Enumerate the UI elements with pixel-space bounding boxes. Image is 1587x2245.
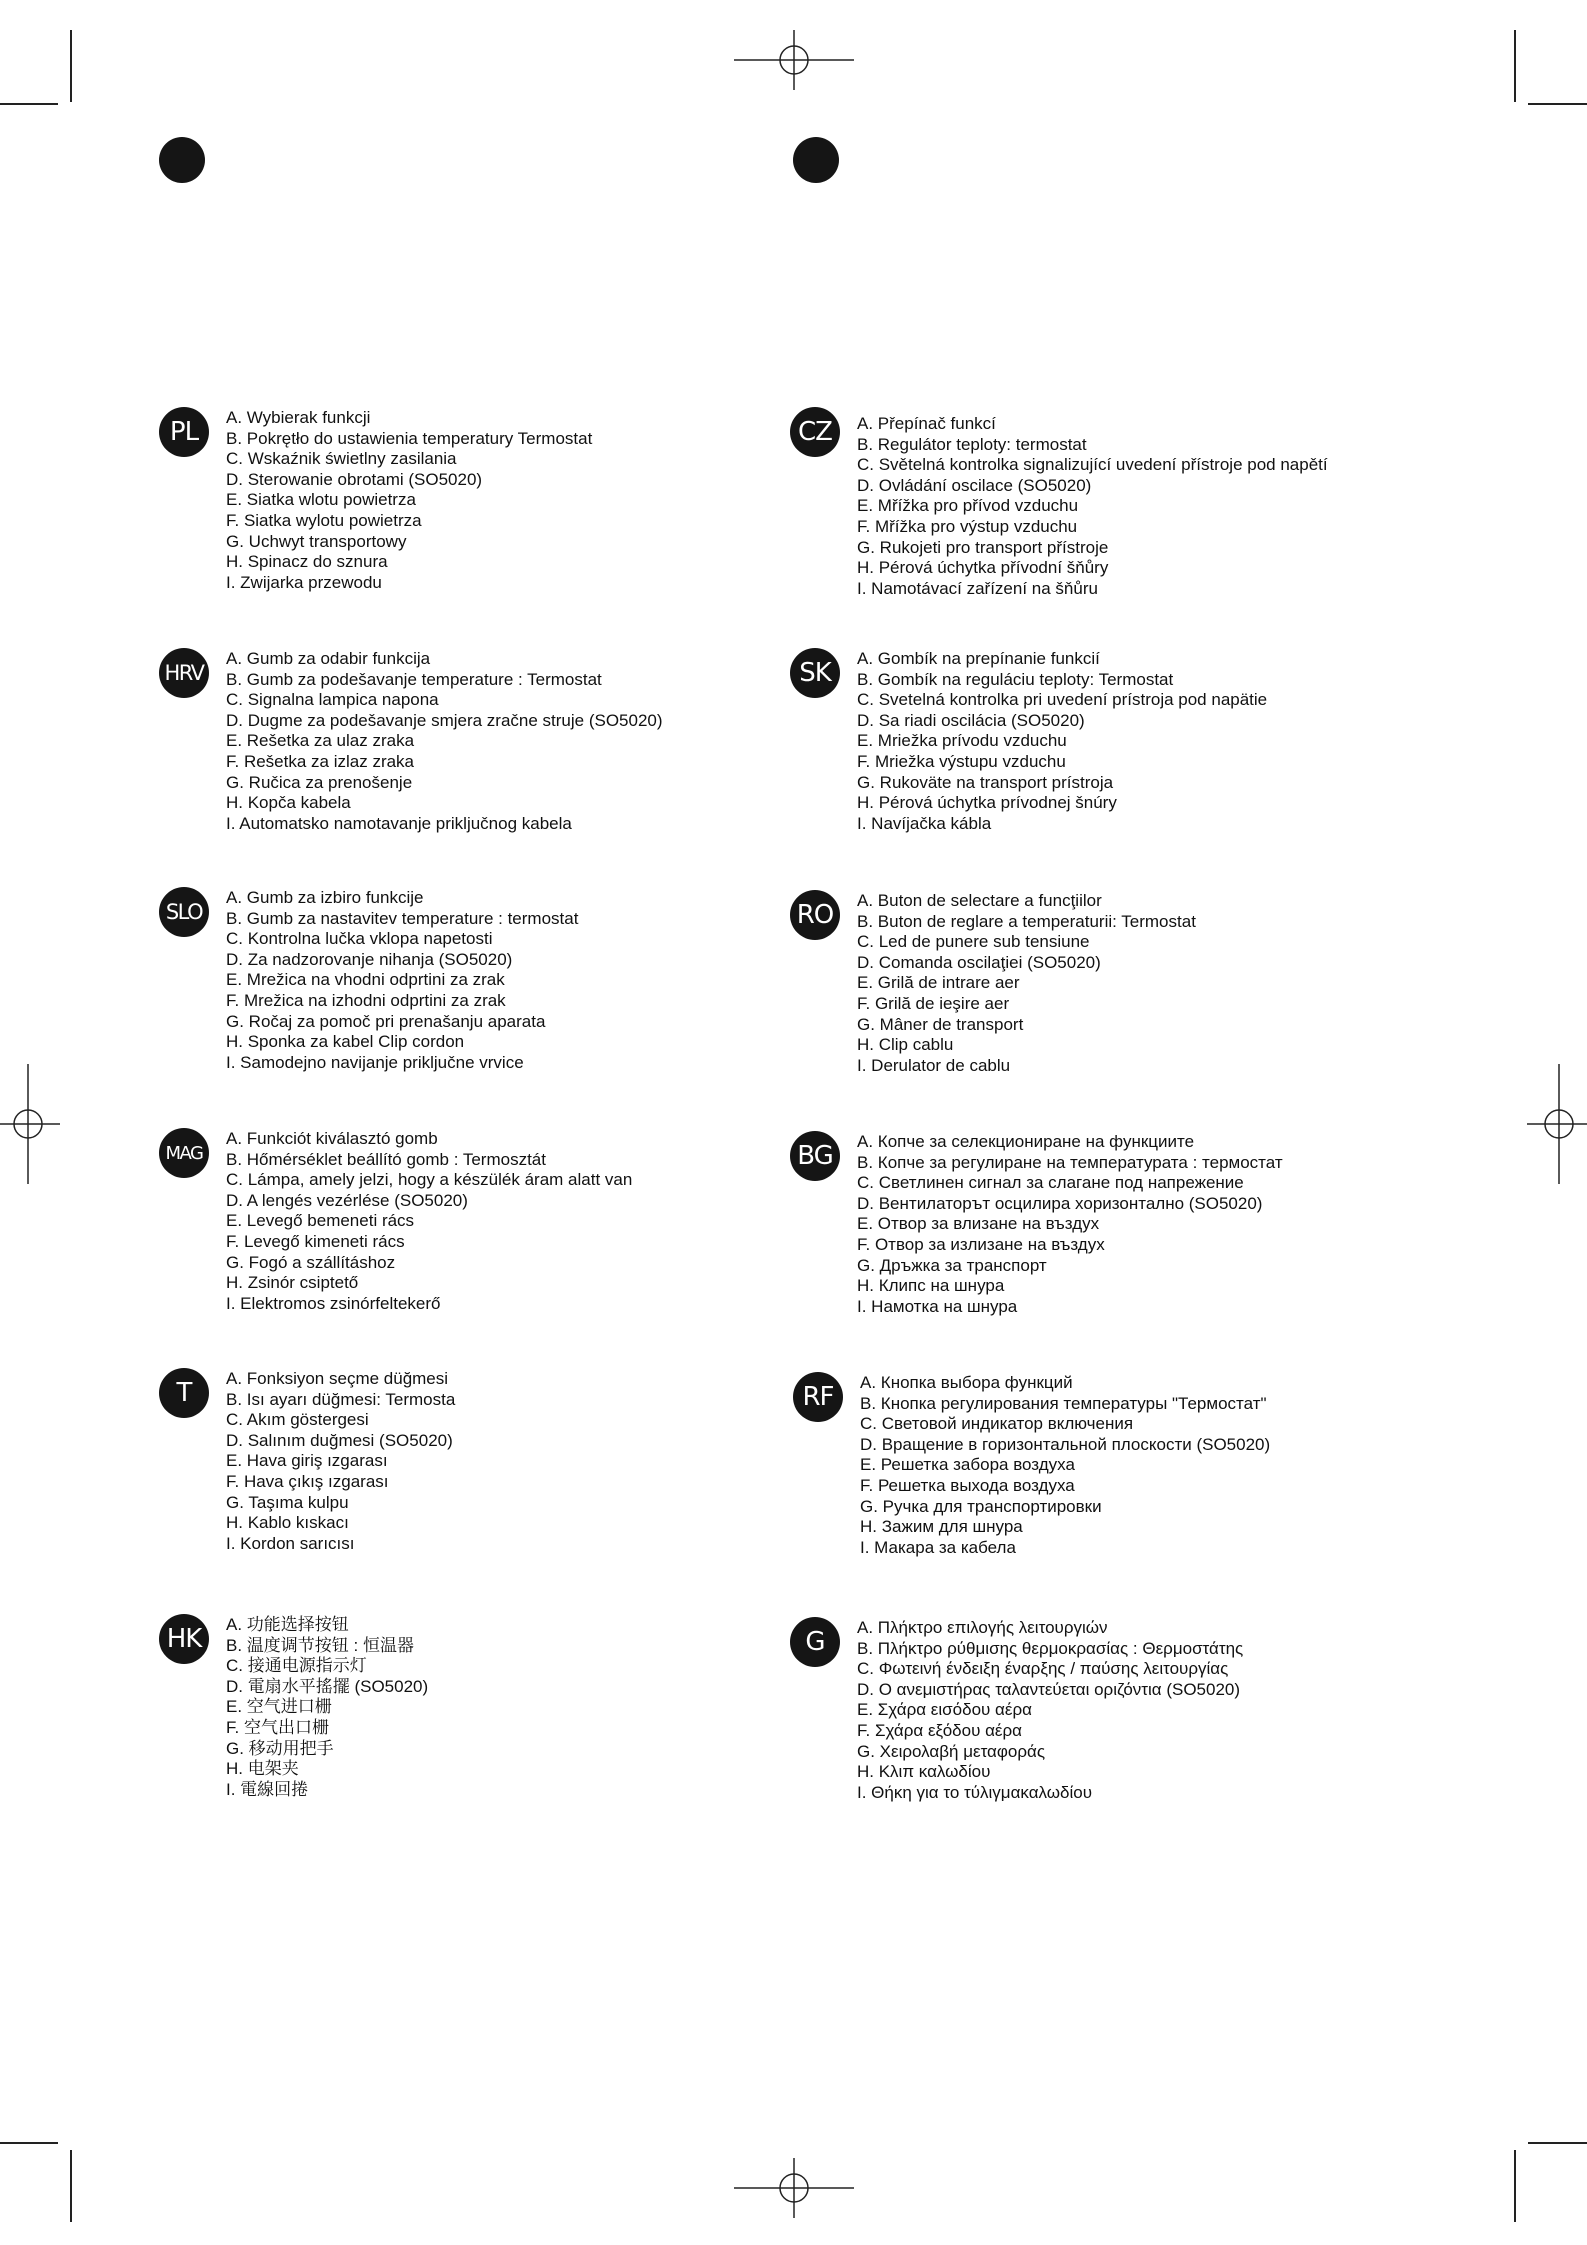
list-item: E. Siatka wlotu powietrza	[226, 490, 416, 510]
list-item: E. 空气进口栅	[226, 1697, 332, 1717]
list-item: I. Макара за кабела	[860, 1537, 1016, 1557]
black-dot-right	[793, 137, 839, 183]
list-item: F. Mriežka výstupu vzduchu	[857, 751, 1066, 771]
parts-list	[226, 1129, 632, 1314]
list-item: I. Kordon sarıcısı	[226, 1533, 355, 1553]
list-item: C. Světelná kontrolka signalizující uvedení přístroje pod napětí	[857, 455, 1328, 475]
list-item: F. 空气出口栅	[226, 1717, 329, 1737]
list-item: F. Отвор за излизане на въздух	[857, 1234, 1105, 1254]
language-badge-hk: HK	[159, 1614, 209, 1664]
list-item: H. Spinacz do sznura	[226, 552, 388, 572]
parts-list	[857, 1618, 1243, 1803]
list-item: I. Samodejno navijanje priključne vrvice	[226, 1052, 524, 1072]
registration-mark-top	[734, 30, 854, 90]
list-item: H. 电架夹	[226, 1759, 299, 1779]
list-item: C. Светлинен сигнал за слагане под напрежение	[857, 1173, 1244, 1193]
list-item: E. Mrežica na vhodni odprtini za zrak	[226, 970, 505, 990]
list-item: F. Mřížka pro výstup vzduchu	[857, 516, 1078, 536]
language-badge-mag: MAG	[159, 1128, 209, 1178]
list-item: C. Wskaźnik świetlny zasilania	[226, 449, 457, 469]
list-item: C. Световой индикатор включения	[860, 1414, 1134, 1434]
list-item: I. Navíjačka kábla	[857, 813, 992, 833]
list-item: B. Копче за регулиране на температурата : термостат	[857, 1152, 1283, 1172]
list-item: D. Comanda oscilaţiei (SO5020)	[857, 952, 1101, 972]
language-badge-ro: RO	[790, 890, 840, 940]
list-item: B. Isı ayarı düğmesi: Termosta	[226, 1389, 456, 1409]
list-item: G. Ручка для транспортировки	[860, 1496, 1102, 1516]
list-item: D. Вращение в горизонтальной плоскости (SO5020)	[860, 1434, 1271, 1454]
list-item: D. Ο ανεμιστήρας ταλαντεύεται οριζόντια (SO5020)	[857, 1679, 1241, 1699]
list-item: A. Копче за селекциониране на функциите	[857, 1132, 1195, 1151]
list-item: G. Дръжка за транспорт	[857, 1255, 1047, 1275]
registration-mark-right	[1527, 1064, 1587, 1184]
list-item: B. Hőmérséklet beállító gomb : Termosztát	[226, 1149, 546, 1169]
list-item: A. Gumb za izbiro funkcije	[226, 888, 424, 907]
list-item: H. Zsinór csiptető	[226, 1273, 359, 1293]
list-item: A. Кнопка выбора функций	[860, 1373, 1073, 1392]
list-item: E. Решетка забора воздуха	[860, 1455, 1075, 1475]
language-badge-cz: CZ	[790, 407, 840, 457]
list-item: H. Clip cablu	[857, 1035, 954, 1055]
list-item: E. Mriežka prívodu vzduchu	[857, 731, 1067, 751]
language-badge-t: T	[159, 1368, 209, 1418]
parts-list	[226, 649, 663, 834]
list-item: G. Uchwyt transportowy	[226, 531, 407, 551]
list-item: A. Buton de selectare a funcţiilor	[857, 891, 1102, 910]
language-badge-rf: RF	[793, 1372, 843, 1422]
list-item: I. Automatsko namotavanje priključnog kabela	[226, 813, 572, 833]
list-item: C. Signalna lampica napona	[226, 690, 439, 710]
list-item: I. Намотка на шнура	[857, 1296, 1018, 1316]
language-badge-hrv: HRV	[159, 648, 209, 698]
language-badge-g: G	[790, 1617, 840, 1667]
parts-list	[857, 414, 1328, 599]
parts-list	[226, 408, 592, 593]
parts-list	[857, 1132, 1283, 1317]
list-item: B. Gumb za nastavitev temperature : termostat	[226, 908, 579, 928]
list-item: H. Kablo kıskacı	[226, 1513, 349, 1533]
language-badge-sk: SK	[790, 648, 840, 698]
list-item: H. Pérová úchytka přívodní šňůry	[857, 558, 1109, 578]
list-item: I. Namotávací zařízení na šňůru	[857, 578, 1098, 598]
list-item: C. Svetelná kontrolka pri uvedení prístroja pod napätie	[857, 690, 1268, 710]
registration-mark-bottom	[734, 2158, 854, 2218]
list-item: D. A lengés vezérlése (SO5020)	[226, 1190, 468, 1210]
list-item: G. Rukoväte na transport prístroja	[857, 772, 1114, 792]
language-badge-slo: SLO	[159, 887, 209, 937]
list-item: A. Gumb za odabir funkcija	[226, 649, 431, 668]
list-item: A. Gombík na prepínanie funkcií	[857, 649, 1100, 668]
list-item: G. 移动用把手	[226, 1738, 334, 1758]
list-item: A. Πλήκτρο επιλογής λειτουργιών	[857, 1618, 1108, 1637]
list-item: I. Derulator de cablu	[857, 1055, 1011, 1075]
list-item: F. Hava çıkış ızgarası	[226, 1471, 389, 1491]
list-item: F. Grilă de ieşire aer	[857, 993, 1010, 1013]
list-item: G. Fogó a szállításhoz	[226, 1252, 396, 1272]
list-item: H. Pérová úchytka prívodnej šnúry	[857, 793, 1117, 813]
list-item: A. 功能选择按钮	[226, 1615, 349, 1634]
list-item: H. Sponka za kabel Clip cordon	[226, 1032, 465, 1052]
list-item: C. 接通电源指示灯	[226, 1656, 367, 1676]
registration-mark-left	[0, 1064, 60, 1184]
list-item: H. Κλιπ καλωδίου	[857, 1762, 991, 1782]
list-item: G. Ručica za prenošenje	[226, 772, 413, 792]
list-item: I. Elektromos zsinórfeltekerő	[226, 1293, 441, 1313]
list-item: F. Σχάρα εξόδου αέρα	[857, 1720, 1023, 1740]
list-item: F. Levegő kimeneti rács	[226, 1231, 405, 1251]
list-item: D. Ovládání oscilace (SO5020)	[857, 475, 1092, 495]
list-item: B. Gumb za podešavanje temperature : Termostat	[226, 669, 602, 689]
list-item: F. Mrežica na izhodni odprtini za zrak	[226, 990, 506, 1010]
list-item: D. 電扇水平搖擺 (SO5020)	[226, 1676, 429, 1696]
list-item: B. Buton de reglare a temperaturii: Termostat	[857, 911, 1196, 931]
list-item: I. Θήκη για το τύλιγμακαλωδίου	[857, 1782, 1093, 1802]
list-item: E. Σχάρα εισόδου αέρα	[857, 1700, 1032, 1720]
list-item: A. Funkciót kiválasztó gomb	[226, 1129, 438, 1148]
list-item: D. Sa riadi oscilácia (SO5020)	[857, 710, 1085, 730]
list-item: F. Решетка выхода воздуха	[860, 1475, 1075, 1495]
parts-list	[226, 1369, 455, 1554]
list-item: F. Siatka wylotu powietrza	[226, 510, 422, 530]
list-item: G. Χειρολαβή μεταφοράς	[857, 1741, 1046, 1761]
list-item: F. Rešetka za izlaz zraka	[226, 751, 415, 771]
list-item: G. Mâner de transport	[857, 1014, 1024, 1034]
list-item: A. Přepínač funkcí	[857, 414, 996, 433]
list-item: C. Φωτεινή ένδειξη έναρξης / παύσης λειτουργίας	[857, 1659, 1229, 1679]
list-item: B. Кнопка регулирования температуры "Термостат"	[860, 1393, 1267, 1413]
list-item: C. Kontrolna lučka vklopa napetosti	[226, 929, 493, 949]
list-item: E. Grilă de intrare aer	[857, 973, 1020, 993]
list-item: G. Taşıma kulpu	[226, 1492, 349, 1512]
list-item: C. Lámpa, amely jelzi, hogy a készülék áram alatt van	[226, 1170, 633, 1190]
list-item: E. Levegő bemeneti rács	[226, 1211, 415, 1231]
list-item: H. Клипс на шнура	[857, 1276, 1005, 1296]
list-item: B. Gombík na reguláciu teploty: Termostat	[857, 669, 1174, 689]
black-dot-left	[159, 137, 205, 183]
list-item: D. Sterowanie obrotami (SO5020)	[226, 469, 483, 489]
list-item: I. Zwijarka przewodu	[226, 572, 382, 592]
list-item: A. Fonksiyon seçme düğmesi	[226, 1369, 449, 1388]
parts-list	[226, 888, 578, 1073]
language-badge-pl: PL	[159, 407, 209, 457]
list-item: E. Mřížka pro přívod vzduchu	[857, 496, 1079, 516]
list-item: D. Вентилаторът осцилира хоризонтално (SO5020)	[857, 1193, 1263, 1213]
list-item: I. 電線回捲	[226, 1779, 309, 1799]
list-item: D. Dugme za podešavanje smjera zračne struje (SO5020)	[226, 710, 663, 730]
list-item: G. Rukojeti pro transport přístroje	[857, 537, 1109, 557]
list-item: A. Wybierak funkcji	[226, 408, 371, 427]
list-item: E. Hava giriş ızgarası	[226, 1451, 388, 1471]
list-item: E. Отвор за влизане на въздух	[857, 1214, 1100, 1234]
parts-list	[860, 1373, 1270, 1558]
parts-list	[226, 1615, 428, 1800]
list-item: B. Πλήκτρο ρύθμισης θερμοκρασίας : Θερμοστάτης	[857, 1638, 1244, 1658]
parts-list	[857, 891, 1196, 1076]
list-item: D. Za nadzorovanje nihanja (SO5020)	[226, 949, 513, 969]
language-badge-bg: BG	[790, 1131, 840, 1181]
list-item: H. Kopča kabela	[226, 793, 351, 813]
list-item: G. Ročaj za pomoč pri prenašanju aparata	[226, 1011, 546, 1031]
list-item: C. Akım göstergesi	[226, 1410, 369, 1430]
list-item: B. Pokrętło do ustawienia temperatury Termostat	[226, 428, 593, 448]
list-item: C. Led de punere sub tensiune	[857, 932, 1090, 952]
list-item: B. Regulátor teploty: termostat	[857, 434, 1087, 454]
list-item: D. Salınım duğmesi (SO5020)	[226, 1430, 453, 1450]
list-item: E. Rešetka za ulaz zraka	[226, 731, 415, 751]
parts-list	[857, 649, 1267, 834]
list-item: B. 温度调节按钮 : 恒温器	[226, 1635, 414, 1655]
list-item: H. Зажим для шнура	[860, 1517, 1023, 1537]
